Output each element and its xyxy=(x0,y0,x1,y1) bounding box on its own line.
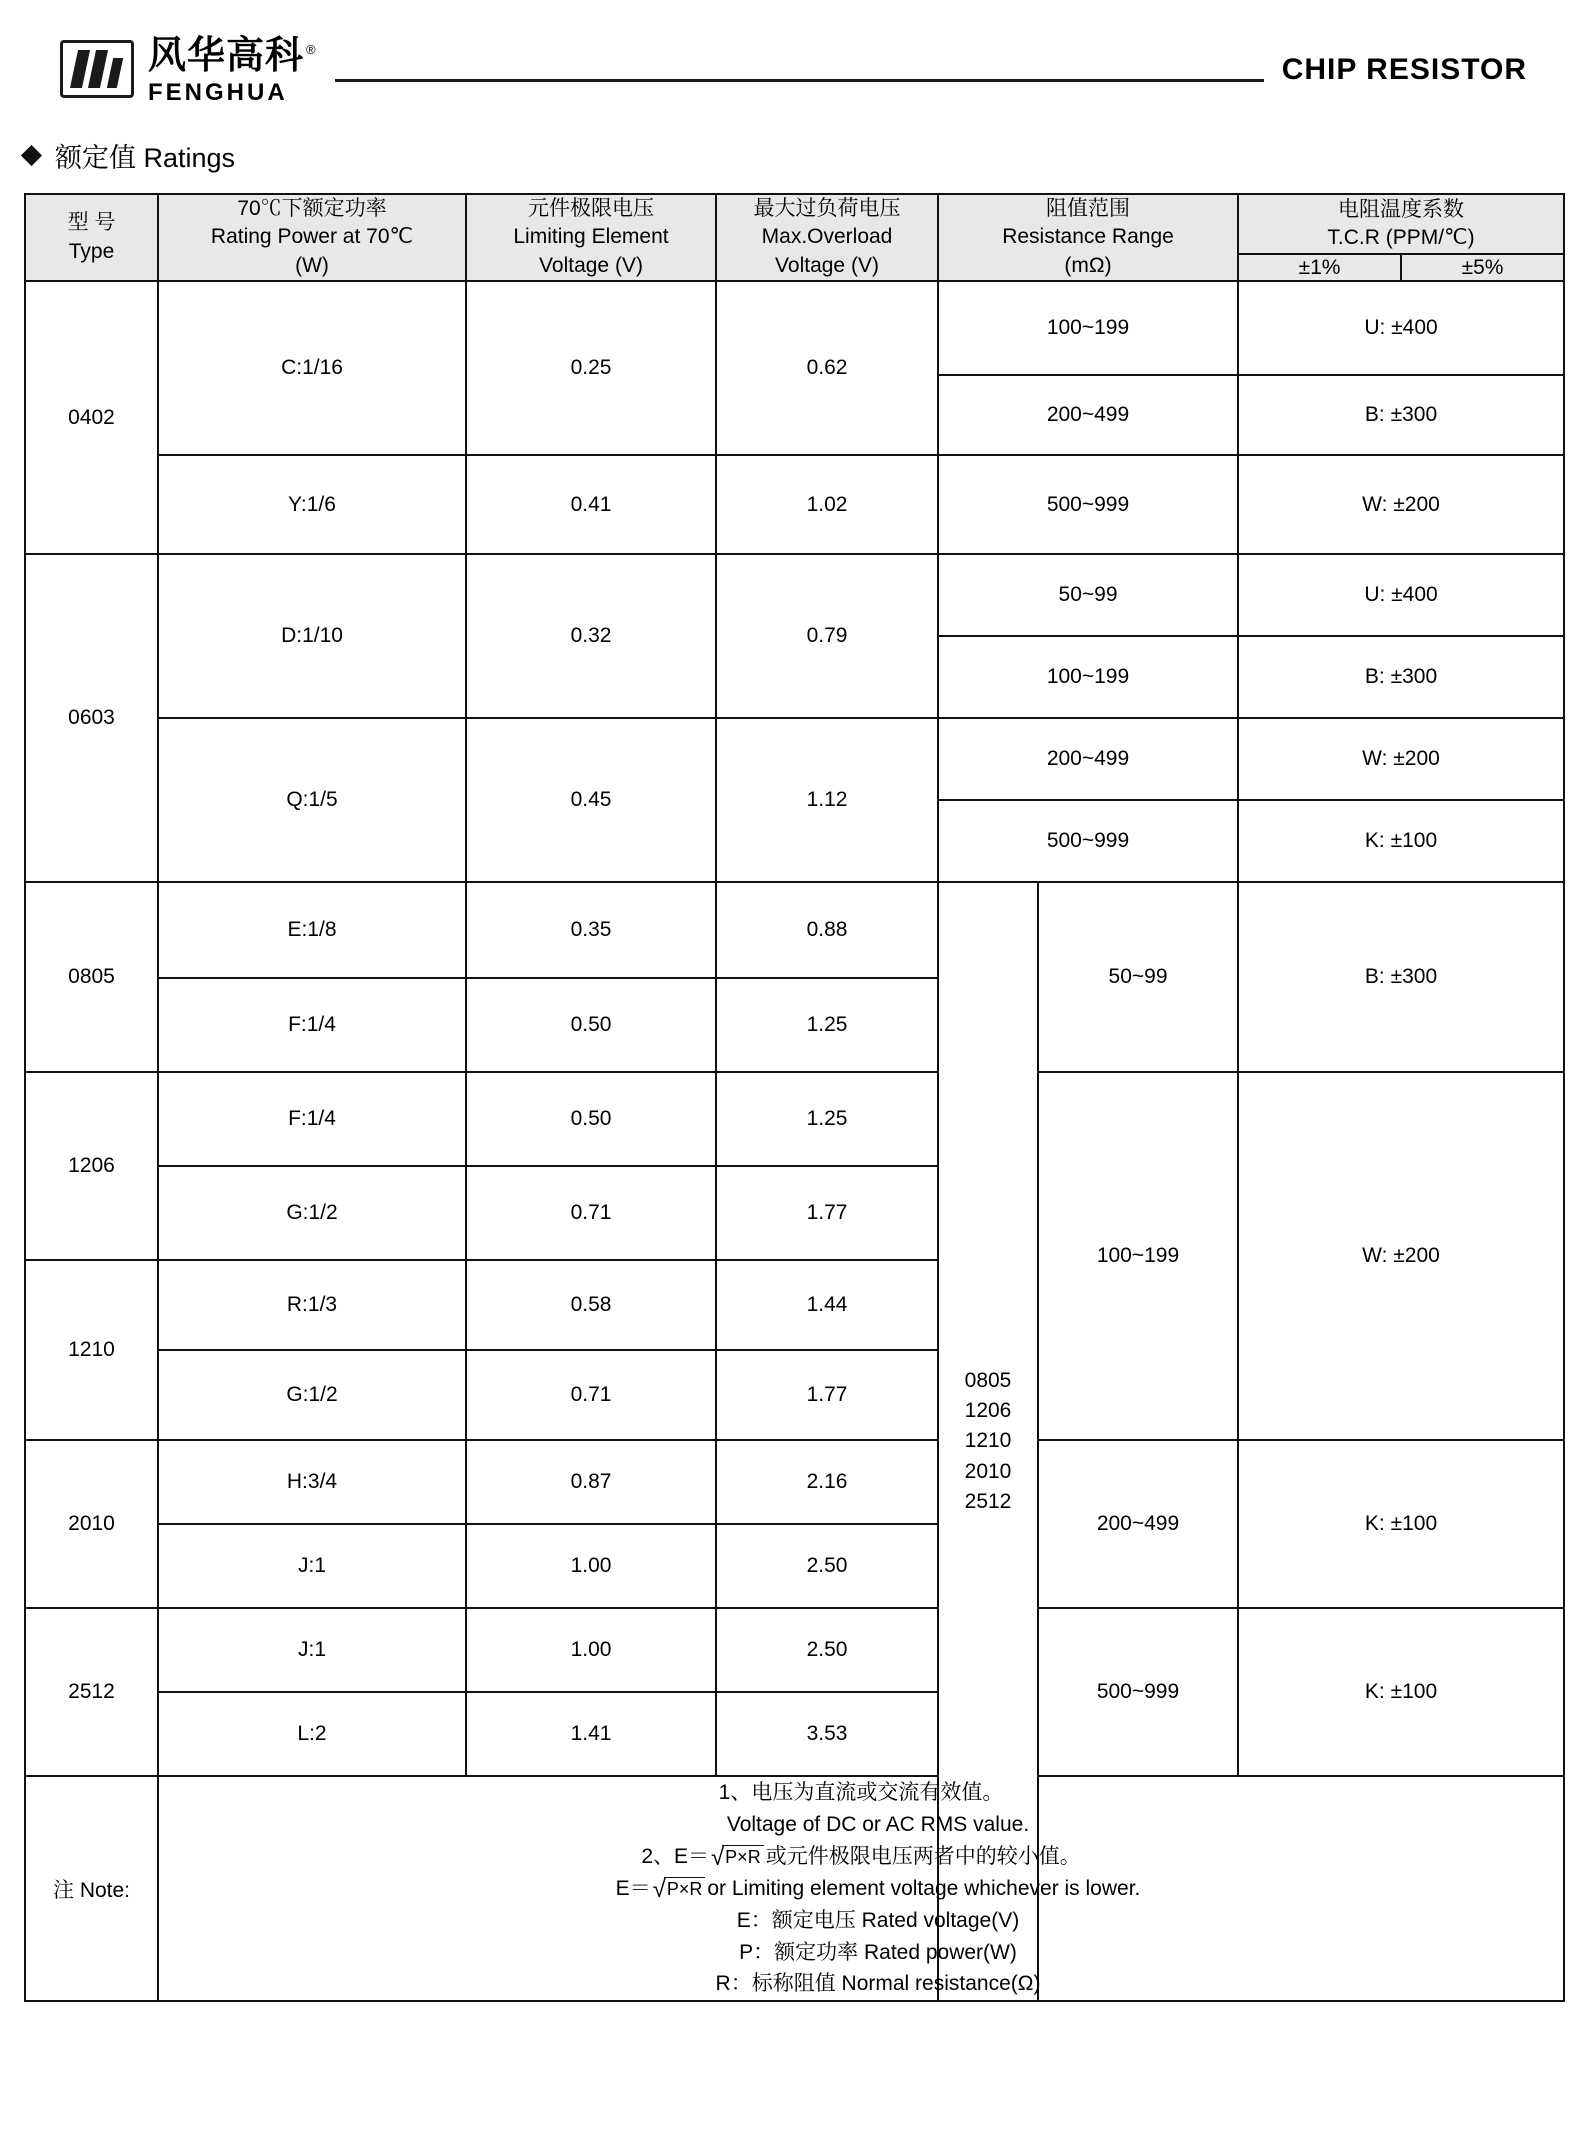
overload-0805-e: 0.88 xyxy=(716,882,938,978)
power-2010-h: H:3/4 xyxy=(158,1440,466,1524)
overload-0805-f: 1.25 xyxy=(716,978,938,1072)
overload-1210-r: 1.44 xyxy=(716,1260,938,1350)
note-line-2-en: E＝ √ P×R or Limiting element voltage whichever is lower. xyxy=(615,1876,1141,1904)
table-row xyxy=(25,1608,1564,1692)
range-0402-1: 100~199 xyxy=(938,281,1238,375)
range-group-4: 500~999 xyxy=(1038,1608,1238,1776)
tcr-group-3: K: ±100 xyxy=(1238,1440,1564,1608)
header-tcr: 电阻温度系数 T.C.R (PPM/℃) xyxy=(1238,194,1564,254)
overload-2010-j: 2.50 xyxy=(716,1524,938,1608)
large-group-sizes: 0805 1206 1210 2010 2512 xyxy=(938,882,1038,2001)
range-0402-3: 500~999 xyxy=(938,455,1238,554)
overload-2512-j: 2.50 xyxy=(716,1608,938,1692)
header-overload-voltage: 最大过负荷电压 Max.Overload Voltage (V) xyxy=(716,194,938,281)
note-line-1-en: Voltage of DC or AC RMS value. xyxy=(726,1812,1030,1836)
range-0603-3: 200~499 xyxy=(938,718,1238,800)
range-0402-2: 200~499 xyxy=(938,375,1238,455)
power-1206-g: G:1/2 xyxy=(158,1166,466,1260)
range-0603-4: 500~999 xyxy=(938,800,1238,882)
limiting-1210-r: 0.58 xyxy=(466,1260,716,1350)
header-tolerance-5pct: ±5% xyxy=(1401,254,1564,281)
table-row xyxy=(25,554,1564,636)
tcr-group-2: W: ±200 xyxy=(1238,1072,1564,1440)
table-row xyxy=(25,1072,1564,1166)
range-group-2: 100~199 xyxy=(1038,1072,1238,1440)
power-0603-q: Q:1/5 xyxy=(158,718,466,882)
range-group-1: 50~99 xyxy=(1038,882,1238,1072)
tcr-group-4: K: ±100 xyxy=(1238,1608,1564,1776)
overload-0603-d: 0.79 xyxy=(716,554,938,718)
limiting-0402-y: 0.41 xyxy=(466,455,716,554)
header-tolerance-1pct: ±1% xyxy=(1238,254,1401,281)
limiting-1206-g: 0.71 xyxy=(466,1166,716,1260)
limiting-2010-h: 0.87 xyxy=(466,1440,716,1524)
overload-0402-c: 0.62 xyxy=(716,281,938,455)
note-line-3: E：额定电压 Rated voltage(V) xyxy=(736,1908,1020,1932)
sqrt-icon: √ P×R xyxy=(711,1845,764,1869)
overload-2010-h: 2.16 xyxy=(716,1440,938,1524)
limiting-1206-f: 0.50 xyxy=(466,1072,716,1166)
limiting-2010-j: 1.00 xyxy=(466,1524,716,1608)
limiting-0805-f: 0.50 xyxy=(466,978,716,1072)
power-1210-r: R:1/3 xyxy=(158,1260,466,1350)
note-line-5: R：标称阻值 Normal resistance(Ω) xyxy=(715,1972,1041,1996)
power-0805-e: E:1/8 xyxy=(158,882,466,978)
table-row xyxy=(25,281,1564,375)
power-0402-y: Y:1/6 xyxy=(158,455,466,554)
range-group-3: 200~499 xyxy=(1038,1440,1238,1608)
table-row xyxy=(25,882,1564,978)
power-1206-f: F:1/4 xyxy=(158,1072,466,1166)
header-divider xyxy=(335,79,1264,82)
tcr-0603-4: K: ±100 xyxy=(1238,800,1564,882)
table-header-row xyxy=(25,194,1564,254)
type-0805: 0805 xyxy=(25,882,158,1072)
registered-mark: ® xyxy=(306,42,317,58)
note-body xyxy=(158,1776,1564,2001)
ratings-table-wrap xyxy=(0,193,1587,2002)
power-0402-c: C:1/16 xyxy=(158,281,466,455)
header-limiting-voltage: 元件极限电压 Limiting Element Voltage (V) xyxy=(466,194,716,281)
sqrt-icon: √ P×R xyxy=(653,1877,706,1901)
tcr-0603-3: W: ±200 xyxy=(1238,718,1564,800)
tcr-group-1: B: ±300 xyxy=(1238,882,1564,1072)
power-0805-f: F:1/4 xyxy=(158,978,466,1072)
power-2010-j: J:1 xyxy=(158,1524,466,1608)
note-row xyxy=(25,1776,1564,2001)
overload-1206-g: 1.77 xyxy=(716,1166,938,1260)
table-row xyxy=(25,1440,1564,1524)
power-2512-l: L:2 xyxy=(158,1692,466,1776)
tcr-0402-1: U: ±400 xyxy=(1238,281,1564,375)
ratings-table xyxy=(24,193,1565,2002)
power-1210-g: G:1/2 xyxy=(158,1350,466,1440)
limiting-1210-g: 0.71 xyxy=(466,1350,716,1440)
section-heading xyxy=(0,120,1587,193)
company-logo xyxy=(60,37,317,105)
limiting-2512-l: 1.41 xyxy=(466,1692,716,1776)
power-2512-j: J:1 xyxy=(158,1608,466,1692)
table-row xyxy=(25,455,1564,554)
overload-1206-f: 1.25 xyxy=(716,1072,938,1166)
limiting-0402-c: 0.25 xyxy=(466,281,716,455)
limiting-0603-d: 0.32 xyxy=(466,554,716,718)
overload-1210-g: 1.77 xyxy=(716,1350,938,1440)
tcr-0402-3: W: ±200 xyxy=(1238,455,1564,554)
logo-english-name: FENGHUA xyxy=(148,79,288,106)
logo-text xyxy=(148,37,317,105)
logo-chinese-name: 风华高科 ® xyxy=(148,35,317,77)
power-0603-d: D:1/10 xyxy=(158,554,466,718)
page-title: CHIP RESISTOR xyxy=(1281,53,1527,86)
tcr-0603-2: B: ±300 xyxy=(1238,636,1564,718)
type-1206: 1206 xyxy=(25,1072,158,1260)
type-1210: 1210 xyxy=(25,1260,158,1440)
type-2010: 2010 xyxy=(25,1440,158,1608)
type-0402: 0402 xyxy=(25,281,158,554)
page-header xyxy=(0,0,1587,120)
overload-2512-l: 3.53 xyxy=(716,1692,938,1776)
overload-0402-y: 1.02 xyxy=(716,455,938,554)
table-row xyxy=(25,718,1564,800)
header-resistance-range: 阻值范围 Resistance Range (mΩ) xyxy=(938,194,1238,281)
limiting-2512-j: 1.00 xyxy=(466,1608,716,1692)
range-0603-2: 100~199 xyxy=(938,636,1238,718)
section-heading-label: 额定值 Ratings xyxy=(55,143,236,173)
type-0603: 0603 xyxy=(25,554,158,882)
range-0603-1: 50~99 xyxy=(938,554,1238,636)
note-line-2-cn: 2、E＝ √ P×R 或元件极限电压两者中的较小值。 xyxy=(641,1844,1081,1872)
header-power: 70℃下额定功率 Rating Power at 70℃ (W) xyxy=(158,194,466,281)
limiting-0603-q: 0.45 xyxy=(466,718,716,882)
diamond-bullet-icon xyxy=(21,145,42,166)
note-line-1-cn: 1、电压为直流或交流有效值。 xyxy=(718,1781,1004,1805)
type-2512: 2512 xyxy=(25,1608,158,1776)
tcr-0603-1: U: ±400 xyxy=(1238,554,1564,636)
note-line-4: P：额定功率 Rated power(W) xyxy=(739,1940,1017,1964)
overload-0603-q: 1.12 xyxy=(716,718,938,882)
limiting-0805-e: 0.35 xyxy=(466,882,716,978)
note-label: 注 Note: xyxy=(25,1776,158,2001)
fenghua-logo-icon xyxy=(60,40,134,102)
tcr-0402-2: B: ±300 xyxy=(1238,375,1564,455)
header-type: 型 号 Type xyxy=(25,194,158,281)
